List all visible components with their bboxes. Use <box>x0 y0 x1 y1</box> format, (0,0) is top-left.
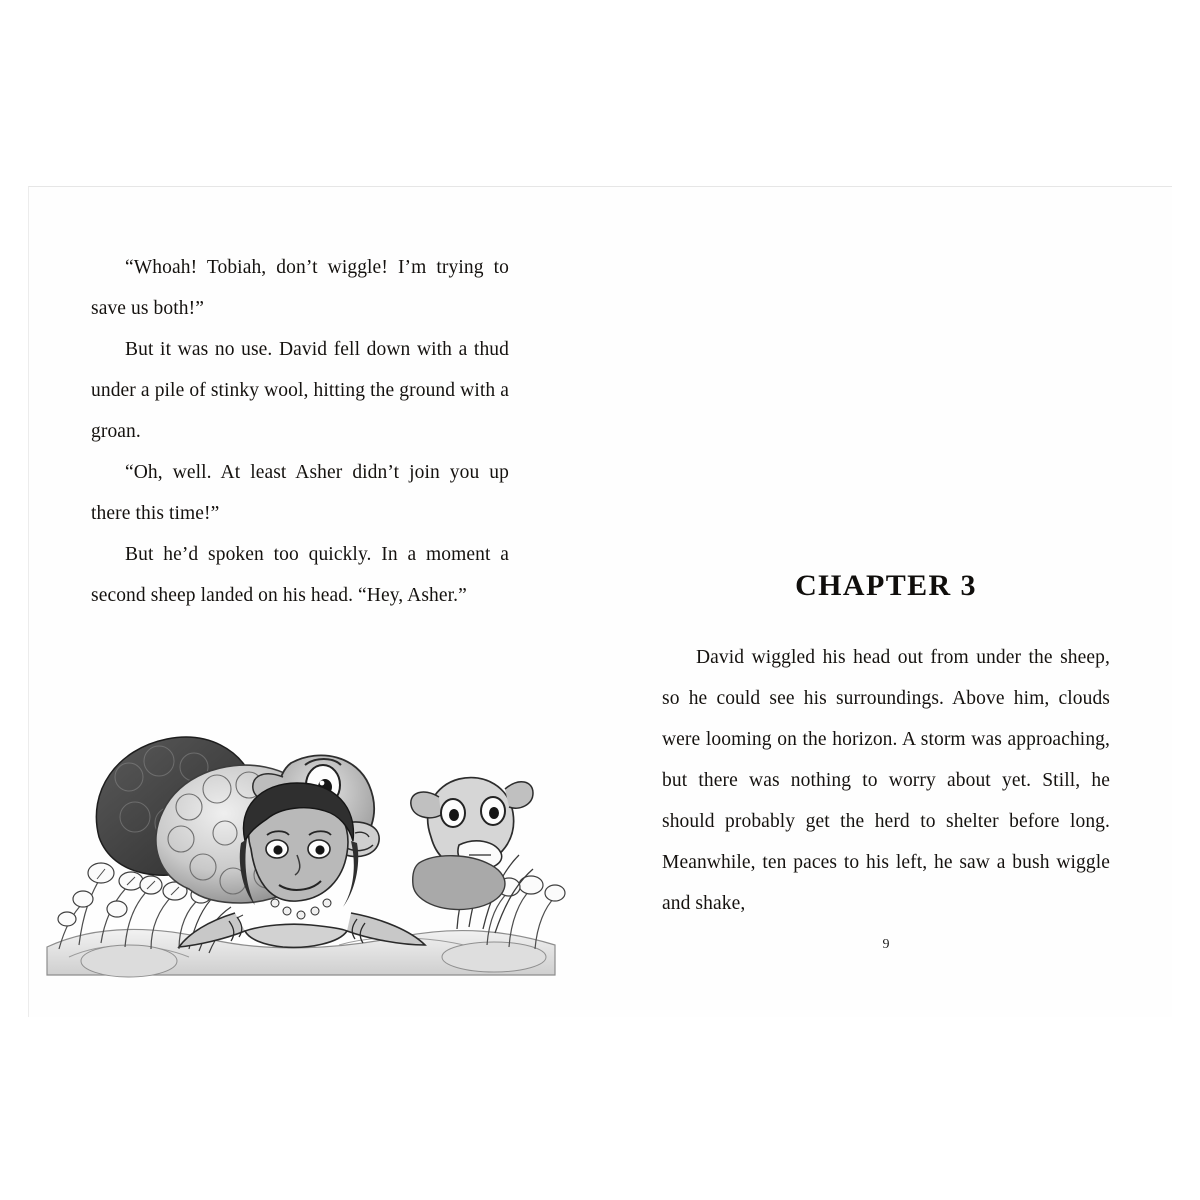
right-page <box>600 186 1172 1017</box>
paragraph: But he’d spoken too quickly. In a moment a second sheep landed on his head. “Hey, Asher.” <box>91 544 509 606</box>
left-page <box>28 186 601 1017</box>
chapter-heading: CHAPTER 3 <box>795 569 977 602</box>
paragraph: “Whoah! Tobiah, don’t wiggle! I’m trying to save us both!” <box>91 257 509 319</box>
left-page-body-text <box>91 247 509 616</box>
boy-with-two-sheep-among-flowers-illustration <box>39 627 569 992</box>
paragraph: “Oh, well. At least Asher didn’t join you up there this time!” <box>91 462 509 524</box>
paragraph: David wiggled his head out from under the sheep, so he could see his surroundings. Above him, clouds were looming on the horizon. A storm was approaching, but there was nothing to worry about yet. Still, he should probably get the herd to shelter before long. Meanwhile, ten paces to his left, he saw a bush wiggle and shake, <box>662 647 1110 914</box>
paragraph: But it was no use. David fell down with a thud under a pile of stinky wool, hitting the ground with a groan. <box>91 339 509 442</box>
right-page-body-text <box>662 637 1110 924</box>
page-number: 9 <box>882 937 890 952</box>
